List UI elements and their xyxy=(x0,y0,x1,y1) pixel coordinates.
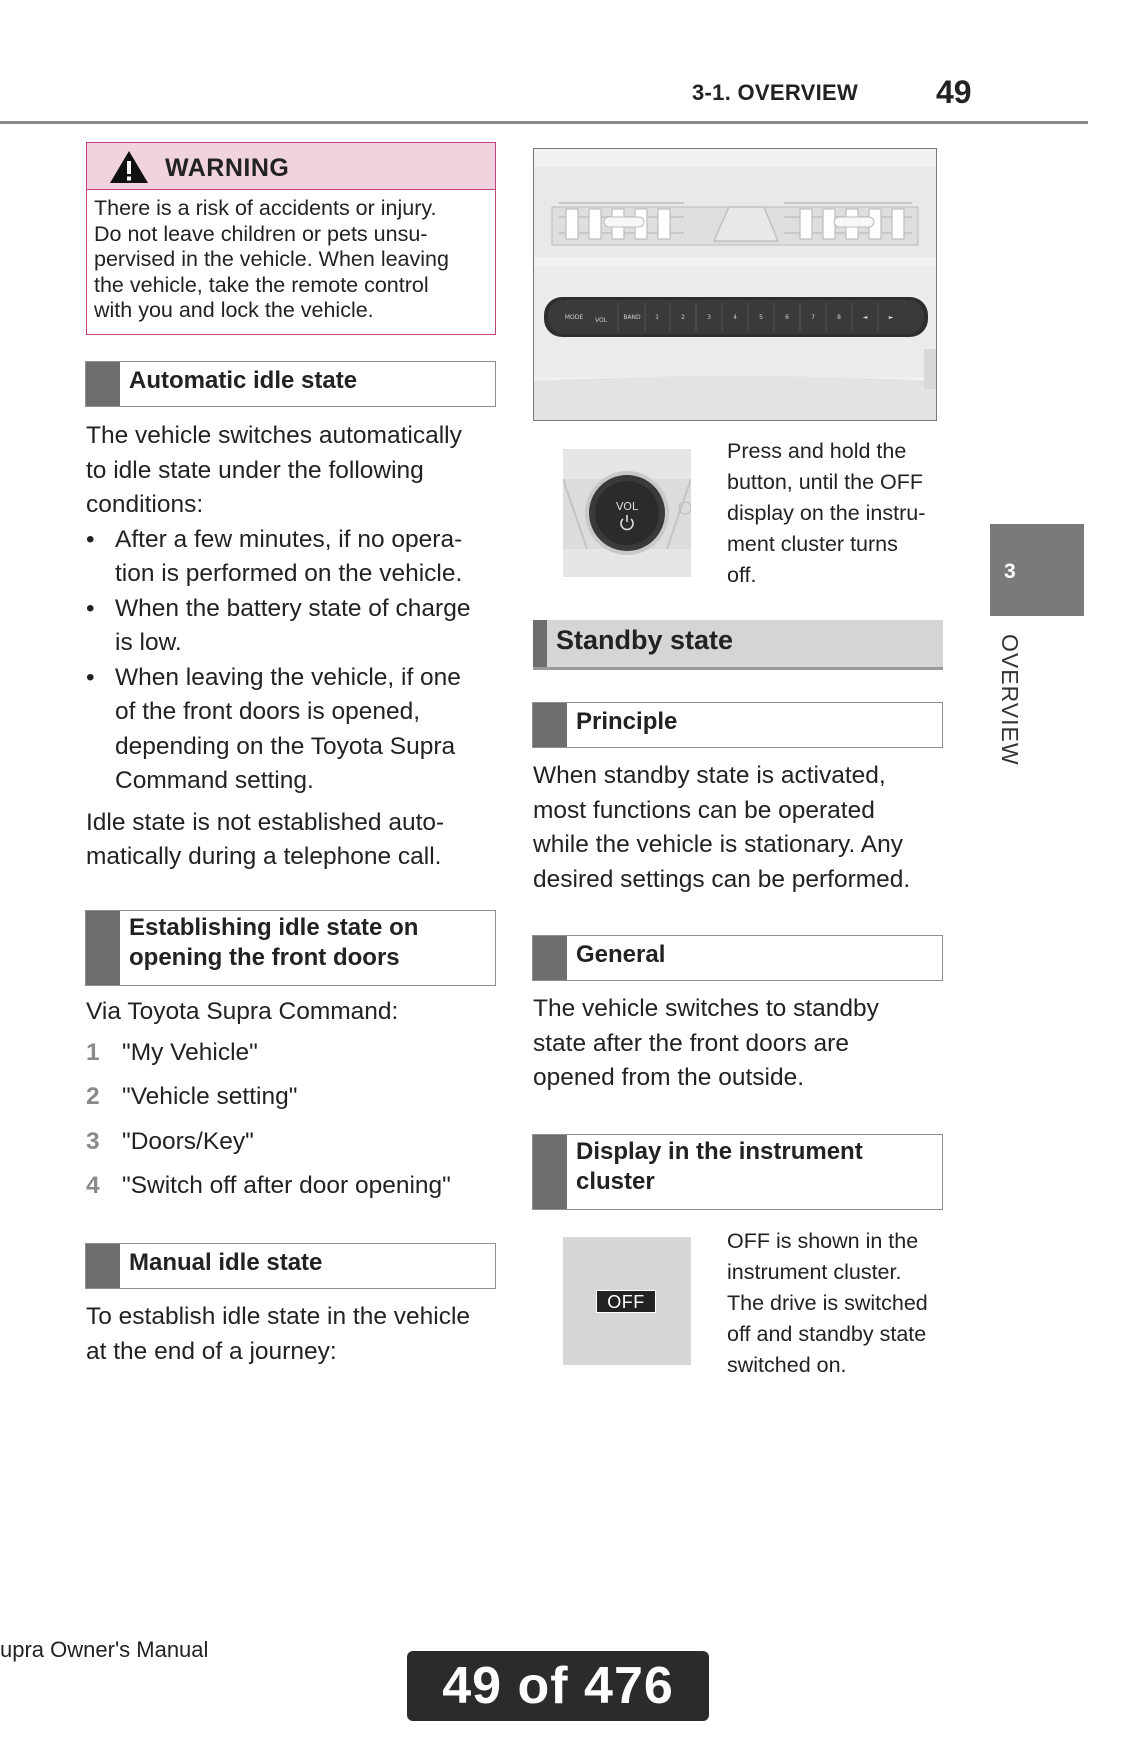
heading-bar xyxy=(533,620,547,667)
heading-standby-state xyxy=(533,620,943,670)
text-line: Press and hold the xyxy=(727,439,907,463)
heading-line: Establishing idle state on xyxy=(129,914,419,941)
text-line: most functions can be operated xyxy=(533,796,875,824)
warning-line: There is a risk of accidents or injury. xyxy=(94,196,437,220)
warning-header xyxy=(87,143,495,190)
text-line: Idle state is not established auto- xyxy=(86,808,445,836)
heading-line: opening the front doors xyxy=(129,944,400,971)
footer-manual-title: upra Owner's Manual xyxy=(0,1637,209,1662)
warning-line: pervised in the vehicle. When leaving xyxy=(94,247,449,271)
list-item xyxy=(86,661,496,799)
text-line: desired settings can be performed. xyxy=(533,865,911,893)
general-text xyxy=(533,992,953,1096)
chapter-tab-number: 3 xyxy=(1004,560,1016,583)
console-button-label: VOL xyxy=(594,317,608,324)
warning-line: Do not leave children or pets unsu- xyxy=(94,221,428,246)
step-text: "Doors/Key" xyxy=(122,1127,254,1155)
text-line: is low. xyxy=(115,629,182,656)
console-button-label: 6 xyxy=(785,314,789,321)
vol-knob-drawing xyxy=(563,449,691,577)
heading-principle xyxy=(532,702,943,748)
chapter-tab[interactable] xyxy=(990,524,1084,616)
vol-label: VOL xyxy=(615,500,639,513)
text-line: • When leaving the vehicle, if one xyxy=(115,663,461,691)
heading-bar xyxy=(533,936,567,980)
step-item xyxy=(86,1036,506,1081)
display-caption xyxy=(727,1226,957,1381)
establishing-section xyxy=(86,995,506,1214)
automatic-note xyxy=(86,806,496,875)
step-item xyxy=(86,1125,506,1170)
text-line: at the end of a journey: xyxy=(86,1337,337,1365)
heading-display-instrument-cluster xyxy=(532,1134,943,1210)
console-illustration xyxy=(533,148,937,421)
text-line: The drive is switched xyxy=(727,1291,928,1315)
text-line: ment cluster turns xyxy=(727,532,898,556)
principle-text xyxy=(533,759,953,897)
heading-bar xyxy=(86,911,120,985)
text-line: off and standby state xyxy=(727,1322,927,1346)
step-number: 3 xyxy=(86,1127,100,1155)
heading-establishing-idle-state xyxy=(85,910,496,986)
text-line: off. xyxy=(727,563,757,587)
text-line: conditions: xyxy=(86,491,204,518)
console-button-label: 2 xyxy=(681,314,685,321)
console-button-label: MODE xyxy=(564,314,584,321)
text-line: To establish idle state in the vehicle xyxy=(86,1303,471,1330)
warning-line: with you and lock the vehicle. xyxy=(94,298,374,322)
console-button-label: BAND xyxy=(623,314,641,321)
running-header-section: 3-1. OVERVIEW xyxy=(692,80,859,105)
header-divider xyxy=(0,121,1088,124)
text-line: • After a few minutes, if no opera- xyxy=(115,525,463,553)
text-line: to idle state under the following xyxy=(86,456,424,484)
heading-text xyxy=(120,911,418,985)
off-display-illustration xyxy=(563,1237,691,1365)
text-line: display on the instru- xyxy=(727,501,926,525)
running-header-page-number: 49 xyxy=(936,74,972,110)
step-text: "Switch off after door opening" xyxy=(122,1172,451,1199)
list-item xyxy=(86,523,496,592)
text-line: When standby state is activated, xyxy=(533,762,886,789)
manual-text xyxy=(86,1300,506,1369)
text-line: depending on the Toyota Supra xyxy=(115,732,456,760)
step-item xyxy=(86,1169,506,1214)
heading-line: cluster xyxy=(576,1168,655,1195)
heading-general xyxy=(532,935,943,981)
step-item xyxy=(86,1080,506,1125)
text-line: state after the front doors are xyxy=(533,1029,849,1057)
text-line: button, until the OFF xyxy=(727,470,923,494)
step-number: 4 xyxy=(86,1172,100,1199)
text-line: The vehicle switches to standby xyxy=(533,995,879,1022)
console-button-label: 4 xyxy=(733,314,737,321)
establishing-intro: Via Toyota Supra Command: xyxy=(86,998,399,1025)
heading-text: General xyxy=(576,941,666,968)
text-line: while the vehicle is stationary. Any xyxy=(533,831,903,858)
console-button-label: 5 xyxy=(759,314,763,321)
warning-text xyxy=(87,190,495,324)
warning-triangle-icon xyxy=(109,150,149,184)
list-item xyxy=(86,592,496,661)
automatic-intro xyxy=(86,419,496,875)
warning-title: WARNING xyxy=(165,154,290,182)
vol-knob-illustration xyxy=(563,449,691,577)
heading-automatic-idle-state xyxy=(85,361,496,407)
heading-bar xyxy=(86,1244,120,1288)
step-number: 2 xyxy=(86,1083,100,1110)
console-drawing xyxy=(534,149,936,420)
text-line: of the front doors is opened, xyxy=(115,698,421,725)
step-text: "My Vehicle" xyxy=(122,1038,258,1066)
heading-bar xyxy=(86,362,120,406)
text-line: • When the battery state of charge xyxy=(115,594,471,622)
text-line: opened from the outside. xyxy=(533,1064,805,1091)
console-button-label: 8 xyxy=(837,314,841,321)
warning-line: the vehicle, take the remote control xyxy=(94,272,429,297)
knob-caption xyxy=(727,436,957,591)
text-line: matically during a telephone call. xyxy=(86,843,442,870)
console-button-label: ◄ xyxy=(862,314,868,321)
console-button-label: 7 xyxy=(811,314,815,321)
heading-line: Display in the instrument xyxy=(576,1138,863,1165)
text-line: switched on. xyxy=(727,1353,847,1377)
heading-manual-idle-state xyxy=(85,1243,496,1289)
step-text: "Vehicle setting" xyxy=(122,1083,298,1110)
text-line: OFF is shown in the xyxy=(727,1229,919,1253)
establishing-steps xyxy=(86,1036,506,1214)
heading-text: Manual idle state xyxy=(129,1249,323,1276)
automatic-conditions-list xyxy=(86,523,496,799)
heading-bar xyxy=(533,1135,567,1209)
text-line: Command setting. xyxy=(115,767,314,794)
off-badge: OFF xyxy=(596,1290,656,1313)
heading-text: Automatic idle state xyxy=(129,367,358,394)
page-indicator-badge: 49 of 476 xyxy=(407,1651,709,1721)
console-button-label: 1 xyxy=(655,314,659,321)
text-line: instrument cluster. xyxy=(727,1260,902,1284)
warning-box xyxy=(86,142,496,335)
console-button-label: ► xyxy=(888,314,894,321)
chapter-side-label: OVERVIEW xyxy=(997,634,1023,766)
heading-bar xyxy=(533,703,567,747)
heading-text: Standby state xyxy=(556,625,734,655)
text-line: The vehicle switches automatically xyxy=(86,422,462,449)
heading-text: Principle xyxy=(576,708,678,735)
step-number: 1 xyxy=(86,1038,100,1066)
console-button-label: 3 xyxy=(707,314,711,321)
heading-text xyxy=(567,1135,863,1209)
text-line: tion is performed on the vehicle. xyxy=(115,560,463,587)
